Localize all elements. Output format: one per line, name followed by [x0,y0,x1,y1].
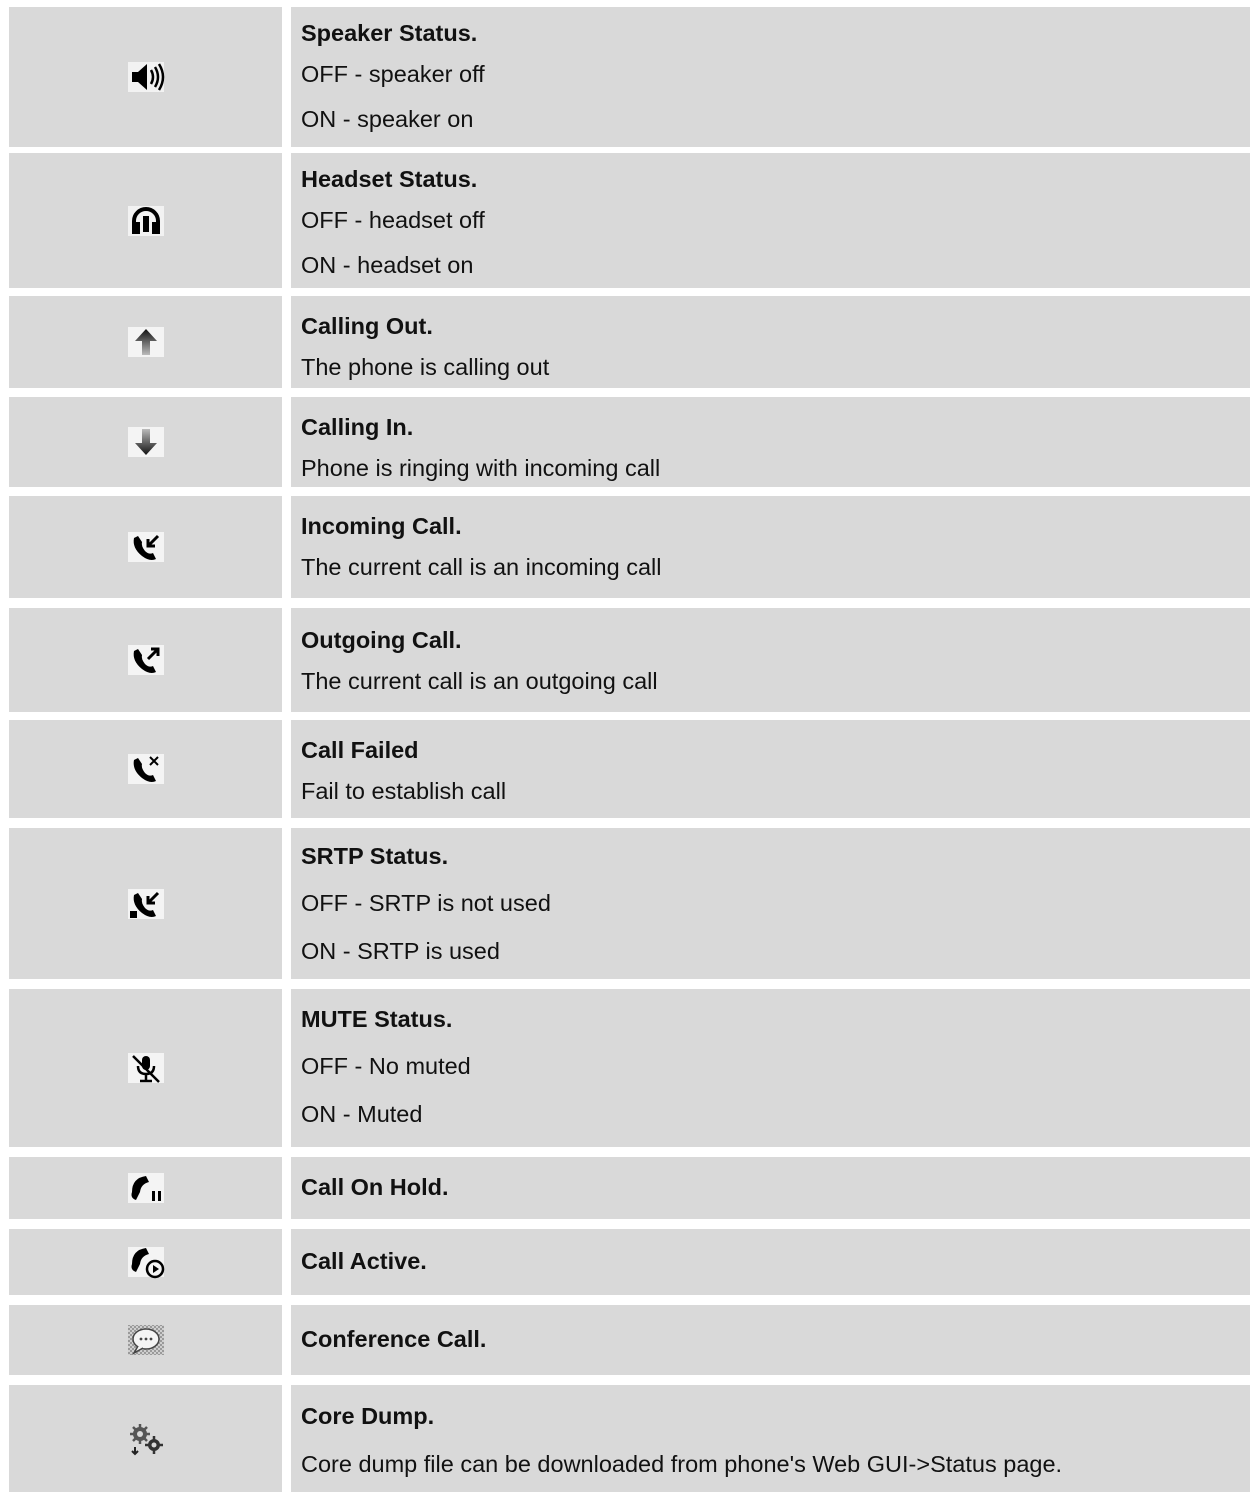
description-cell [291,989,1250,1147]
status-title: Call Failed [301,737,419,763]
icon-cell [9,153,282,288]
icon-cell [9,608,282,712]
call-failed-icon [126,751,166,787]
table-row [0,720,1251,818]
incoming-call-icon [126,529,166,565]
icon-cell [9,1385,282,1492]
status-description: The current call is an incoming call [301,554,662,580]
status-title: Call On Hold. [301,1174,449,1200]
table-row [0,828,1251,979]
call-active-icon [126,1244,166,1280]
headset-icon [126,203,166,239]
status-title: Calling Out. [301,313,433,339]
icon-cell [9,1305,282,1375]
status-title: Core Dump. [301,1403,435,1429]
description-cell [291,608,1250,712]
icon-cell [9,496,282,598]
description-cell [291,1385,1250,1492]
status-description: ON - Muted [301,1101,423,1127]
status-description: Fail to establish call [301,778,507,804]
icon-cell [9,1229,282,1295]
table-row [0,989,1251,1147]
status-title: Speaker Status. [301,20,478,46]
arrow-up-icon [126,324,166,360]
table-row [0,1157,1251,1219]
status-description: OFF - headset off [301,207,485,233]
description-cell [291,1229,1250,1295]
table-row [0,1229,1251,1295]
table-row [0,1305,1251,1375]
status-title: Calling In. [301,414,414,440]
icon-cell [9,720,282,818]
status-description: The current call is an outgoing call [301,668,658,694]
speaker-icon [126,59,166,95]
icon-cell [9,828,282,979]
description-cell [291,296,1250,388]
status-title: SRTP Status. [301,843,449,869]
call-hold-icon [126,1170,166,1206]
description-cell [291,496,1250,598]
description-cell [291,828,1250,979]
table-row [0,1385,1251,1492]
table-row [0,608,1251,712]
table-row [0,397,1251,487]
table-row [0,496,1251,598]
icon-cell [9,296,282,388]
description-cell [291,7,1250,147]
core-dump-icon [126,1421,166,1457]
srtp-icon [126,886,166,922]
conference-call-icon [126,1322,166,1358]
status-description: Phone is ringing with incoming call [301,455,661,481]
arrow-down-icon [126,424,166,460]
table-row [0,296,1251,388]
status-description: ON - SRTP is used [301,938,500,964]
status-description: Core dump file can be downloaded from phone's Web GUI->Status page. [301,1451,1063,1477]
status-description: ON - speaker on [301,106,474,132]
icon-cell [9,7,282,147]
status-description: OFF - SRTP is not used [301,890,551,916]
status-description: OFF - speaker off [301,61,485,87]
status-title: Call Active. [301,1248,427,1274]
icon-cell [9,989,282,1147]
status-title: Incoming Call. [301,513,462,539]
outgoing-call-icon [126,642,166,678]
status-title: Conference Call. [301,1326,487,1352]
status-description: ON - headset on [301,252,474,278]
status-title: MUTE Status. [301,1006,453,1032]
description-cell [291,153,1250,288]
table-row [0,153,1251,288]
table-row [0,7,1251,147]
icon-cell [9,1157,282,1219]
description-cell [291,1157,1250,1219]
description-cell [291,720,1250,818]
status-title: Headset Status. [301,166,478,192]
description-cell [291,397,1250,487]
status-description: The phone is calling out [301,354,550,380]
description-cell [291,1305,1250,1375]
icon-cell [9,397,282,487]
status-title: Outgoing Call. [301,627,462,653]
status-description: OFF - No muted [301,1053,471,1079]
mute-icon [126,1050,166,1086]
